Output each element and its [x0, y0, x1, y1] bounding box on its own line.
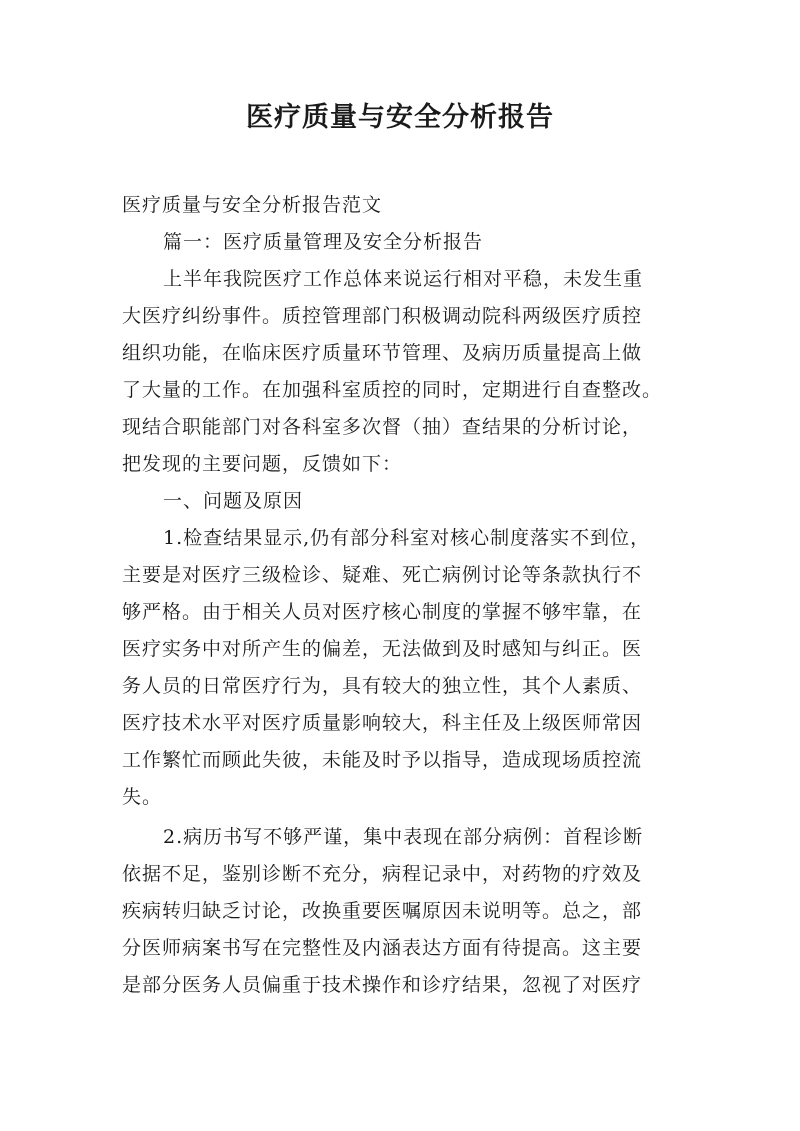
section-subheading: 一、问题及原因 [163, 490, 304, 512]
paragraph-line: 上半年我院医疗工作总体来说运行相对平稳，未发生重 [163, 268, 644, 290]
paragraph-line: 组织功能，在临床医疗质量环节管理、及病历质量提高上做 [122, 342, 643, 364]
paragraph-line: 医疗技术水平对医疗质量影响较大，科主任及上级医师常因 [122, 712, 643, 734]
paragraph-line: 务人员的日常医疗行为，具有较大的独立性，其个人素质、 [122, 675, 643, 697]
paragraph-line: 了大量的工作。在加强科室质控的同时，定期进行自查整改。 [122, 379, 663, 401]
paragraph-line: 主要是对医疗三级检诊、疑难、死亡病例讨论等条款执行不 [122, 564, 643, 586]
document-subtitle: 医疗质量与安全分析报告范文 [122, 194, 383, 216]
paragraph-line: 是部分医务人员偏重于技术操作和诊疗结果，忽视了对医疗 [122, 974, 643, 996]
paragraph-line: 分医师病案书写在完整性及内涵表达方面有待提高。这主要 [122, 937, 643, 959]
paragraph-line: 现结合职能部门对各科室多次督（抽）查结果的分析讨论， [122, 416, 643, 438]
paragraph-line: 把发现的主要问题，反馈如下： [122, 453, 403, 475]
paragraph-line: 大医疗纠纷事件。质控管理部门积极调动院科两级医疗质控 [122, 305, 643, 327]
paragraph-line: 工作繁忙而顾此失彼，未能及时予以指导，造成现场质控流 [122, 749, 643, 771]
paragraph-line: 够严格。由于相关人员对医疗核心制度的掌握不够牢靠，在 [122, 601, 643, 623]
paragraph-line: 疾病转归缺乏讨论，改换重要医嘱原因未说明等。总之，部 [122, 900, 643, 922]
paragraph-line: 依据不足，鉴别诊断不充分，病程记录中，对药物的疗效及 [122, 863, 643, 885]
paragraph-line: 2.病历书写不够严谨，集中表现在部分病例：首程诊断 [163, 826, 644, 848]
paragraph-line: 1.检查结果显示,仍有部分科室对核心制度落实不到位， [163, 527, 651, 549]
section-heading: 篇一：医疗质量管理及安全分析报告 [163, 231, 484, 253]
page-title: 医疗质量与安全分析报告 [246, 102, 554, 133]
paragraph-line: 失。 [122, 786, 163, 808]
paragraph-line: 医疗实务中对所产生的偏差，无法做到及时感知与纠正。医 [122, 638, 643, 660]
